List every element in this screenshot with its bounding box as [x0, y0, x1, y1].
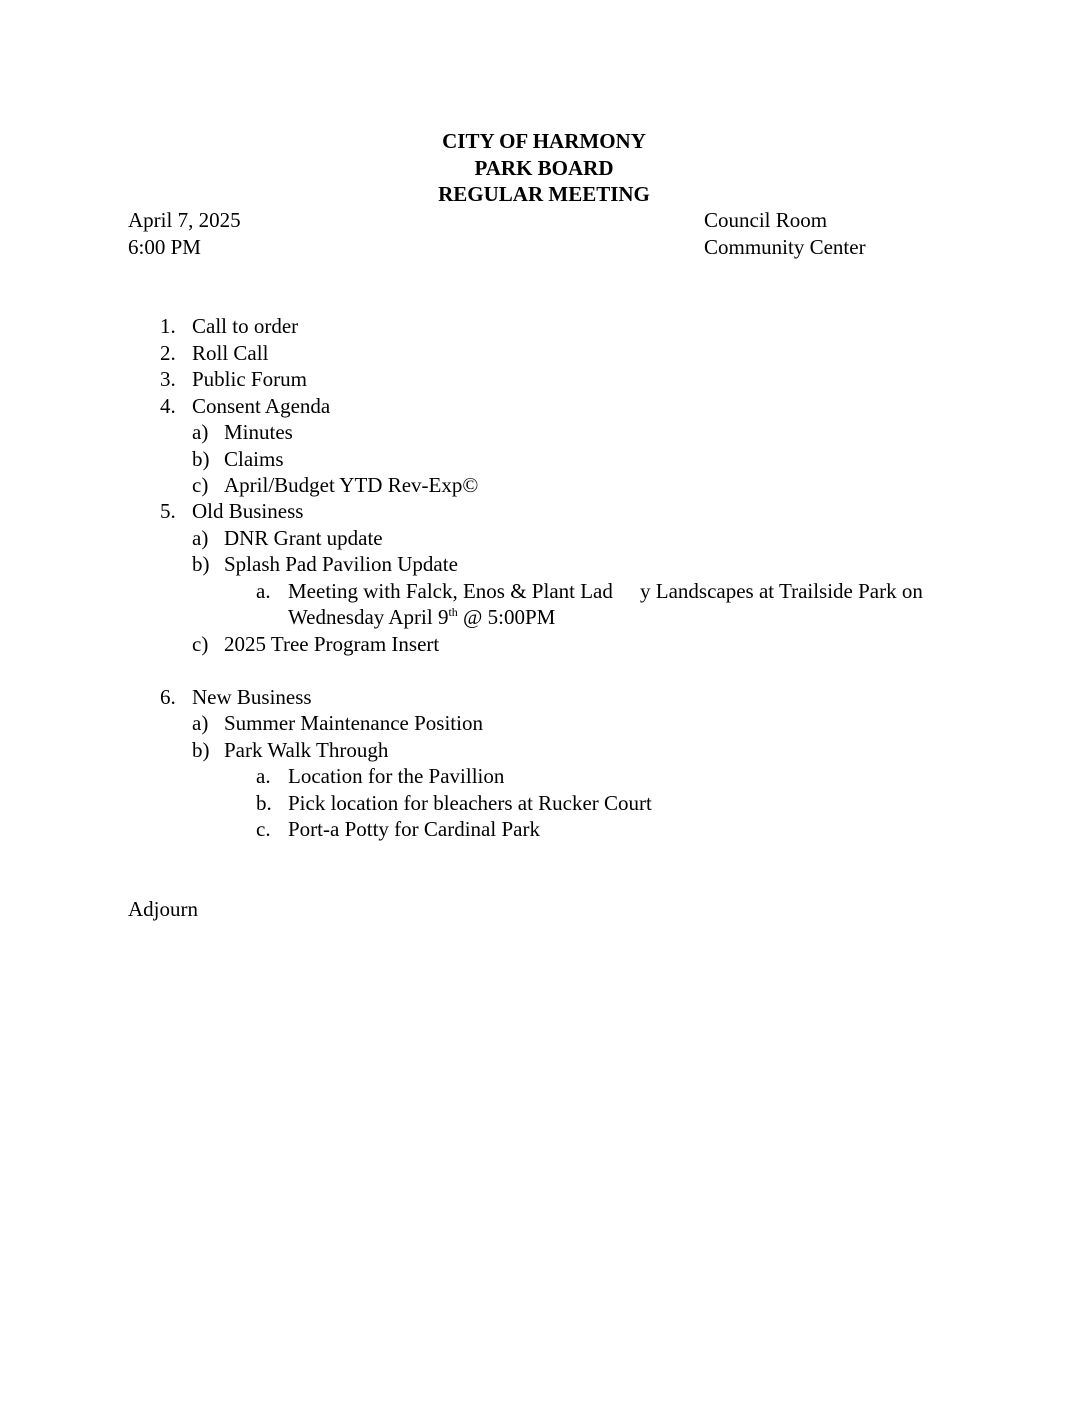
agenda-subitem: Claims	[224, 447, 284, 471]
meeting-date: April 7, 2025	[128, 208, 241, 232]
agenda-subsubitem: Pick location for bleachers at Rucker Court	[288, 791, 652, 815]
agenda-item: Call to order	[192, 314, 299, 338]
agenda-subitem-letter: c)	[192, 473, 209, 497]
header-meeting-type: REGULAR MEETING	[438, 182, 650, 206]
agenda-subitem-letter: b)	[192, 738, 210, 762]
agenda-subsubitem: Port-a Potty for Cardinal Park	[288, 817, 540, 841]
agenda-subitem-letter: a)	[192, 526, 209, 550]
header-city: CITY OF HARMONY	[442, 129, 646, 153]
agenda-subitem-letter: a)	[192, 420, 209, 444]
agenda-item: New Business	[192, 685, 312, 709]
meeting-when	[128, 207, 241, 260]
agenda-item-number: 6.	[160, 685, 176, 709]
agenda-subitem: 2025 Tree Program Insert	[224, 632, 440, 656]
meeting-time-text: @ 5:00PM	[457, 605, 556, 629]
ordinal-suffix: th	[448, 605, 458, 619]
agenda-subitem-letter: b)	[192, 447, 210, 471]
agenda-subsubitem-part2: y Landscapes at Trailside Park on	[640, 579, 923, 603]
meeting-where	[704, 207, 866, 260]
agenda-subitem: April/Budget YTD Rev-Exp©	[224, 473, 479, 497]
agenda-subitem-letter: a)	[192, 711, 209, 735]
agenda-subsubitem-letter: a.	[256, 579, 271, 603]
agenda-subsubitem-letter: b.	[256, 791, 272, 815]
agenda-subitem: Summer Maintenance Position	[224, 711, 483, 735]
agenda-item-number: 5.	[160, 499, 176, 523]
agenda-subsubitem-letter: a.	[256, 764, 271, 788]
agenda-subsubitem-letter: c.	[256, 817, 271, 841]
agenda-subitem: Minutes	[224, 420, 293, 444]
agenda-item: Public Forum	[192, 367, 307, 391]
agenda-subsubitem: Location for the Pavillion	[288, 764, 505, 788]
meeting-time: 6:00 PM	[128, 234, 201, 259]
agenda-subitem: Park Walk Through	[224, 738, 389, 762]
meeting-day-text: Wednesday April 9	[288, 605, 449, 629]
agenda-subsubitem-part1: Meeting with Falck, Enos & Plant Lad	[288, 579, 613, 603]
agenda-item-number: 2.	[160, 341, 176, 365]
agenda-item-number: 3.	[160, 367, 176, 391]
adjourn-text: Adjourn	[128, 897, 198, 921]
meeting-room: Council Room	[704, 208, 828, 232]
agenda-item: Old Business	[192, 499, 304, 523]
agenda-item-number: 4.	[160, 394, 176, 418]
agenda-subsubitem-line2	[288, 604, 555, 631]
agenda-subitem: DNR Grant update	[224, 526, 383, 550]
agenda-subitem: Splash Pad Pavilion Update	[224, 552, 458, 576]
document-header	[0, 128, 1088, 208]
meeting-place: Community Center	[704, 234, 866, 259]
agenda-subitem-letter: b)	[192, 552, 210, 576]
agenda-item: Consent Agenda	[192, 394, 331, 418]
agenda-item: Roll Call	[192, 341, 269, 365]
header-board: PARK BOARD	[474, 155, 614, 180]
agenda-subitem-letter: c)	[192, 632, 209, 656]
agenda-item-number: 1.	[160, 314, 176, 338]
